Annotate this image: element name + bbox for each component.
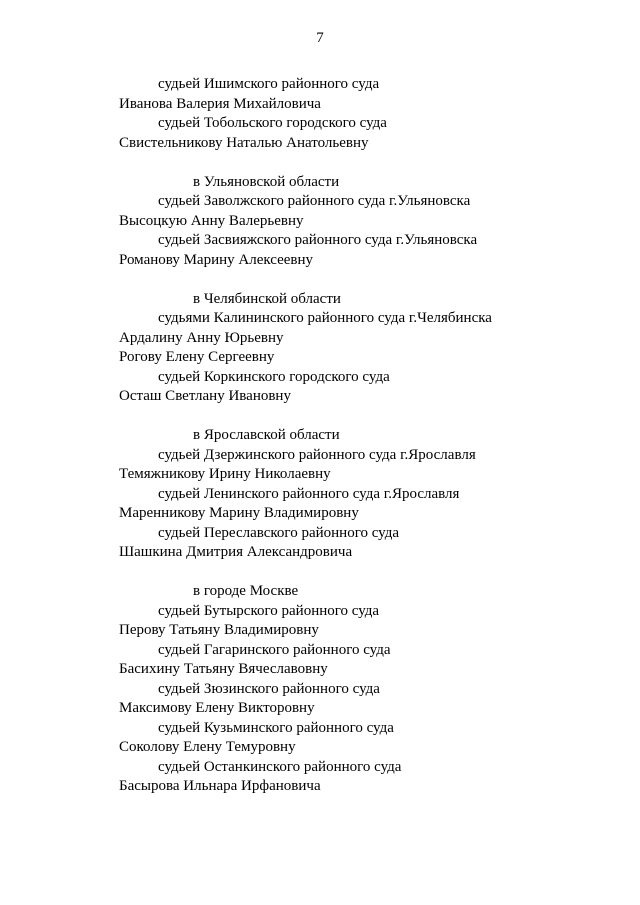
judge-name-line: Темяжникову Ирину Николаевну	[119, 466, 331, 482]
court-line: судьей Переславского районного суда	[158, 524, 400, 541]
court-line: судьей Заволжского районного суда г.Ульяновска	[158, 193, 471, 209]
court-line: судьей Гагаринского районного суда	[158, 641, 391, 658]
document-body	[119, 75, 619, 797]
judge-name-line: Иванова Валерия Михайловича	[119, 95, 321, 112]
court-line: судьей Засвияжского районного суда г.Ульяновска	[158, 232, 478, 248]
court-line: судьями Калининского районного суда г.Челябинска	[158, 310, 492, 326]
region-heading: в Челябинской области	[193, 290, 341, 307]
region-heading: в Ульяновской области	[193, 173, 340, 190]
judge-name-line: Ардалину Анну Юрьевну	[119, 329, 284, 346]
judge-name-line: Маренникову Марину Владимировну	[119, 505, 359, 521]
judge-name-line: Высоцкую Анну Валерьевну	[119, 212, 304, 229]
section-gap	[119, 407, 619, 427]
judge-name-line: Максимову Елену Викторовну	[119, 700, 315, 716]
section-gap	[119, 270, 619, 290]
court-line: судьей Бутырского районного суда	[158, 602, 380, 619]
region-heading: в Ярославской области	[193, 427, 340, 443]
judge-name-line: Романову Марину Алексеевну	[119, 251, 314, 268]
court-line: судьей Кузьминского районного суда	[158, 719, 394, 736]
judge-name-line: Соколову Елену Темуровну	[119, 739, 296, 755]
judge-name-line: Басихину Татьяну Вячеславовну	[119, 661, 328, 677]
section-gap	[119, 153, 619, 173]
court-line: судьей Зюзинского районного суда	[158, 680, 380, 697]
judge-name-line: Перову Татьяну Владимировну	[119, 622, 319, 638]
judge-name-line: Свистельникову Наталью Анатольевну	[119, 134, 369, 151]
page-number: 7	[316, 30, 324, 46]
judge-name-line: Рогову Елену Сергеевну	[119, 349, 275, 365]
region-heading: в городе Москве	[193, 583, 299, 599]
section-gap	[119, 563, 619, 583]
judge-name-line: Осташ Светлану Ивановну	[119, 388, 291, 404]
court-line: судьей Дзержинского районного суда г.Ярославля	[158, 446, 476, 463]
court-line: судьей Останкинского районного суда	[158, 758, 402, 775]
judge-name-line: Басырова Ильнара Ирфановича	[119, 778, 321, 794]
court-line: судьей Тобольского городского суда	[158, 115, 387, 131]
judge-name-line: Шашкина Дмитрия Александровича	[119, 544, 353, 560]
court-line: судьей Ишимского районного суда	[158, 76, 380, 92]
court-line: судьей Ленинского районного суда г.Ярославля	[158, 485, 460, 502]
court-line: судьей Коркинского городского суда	[158, 368, 390, 385]
